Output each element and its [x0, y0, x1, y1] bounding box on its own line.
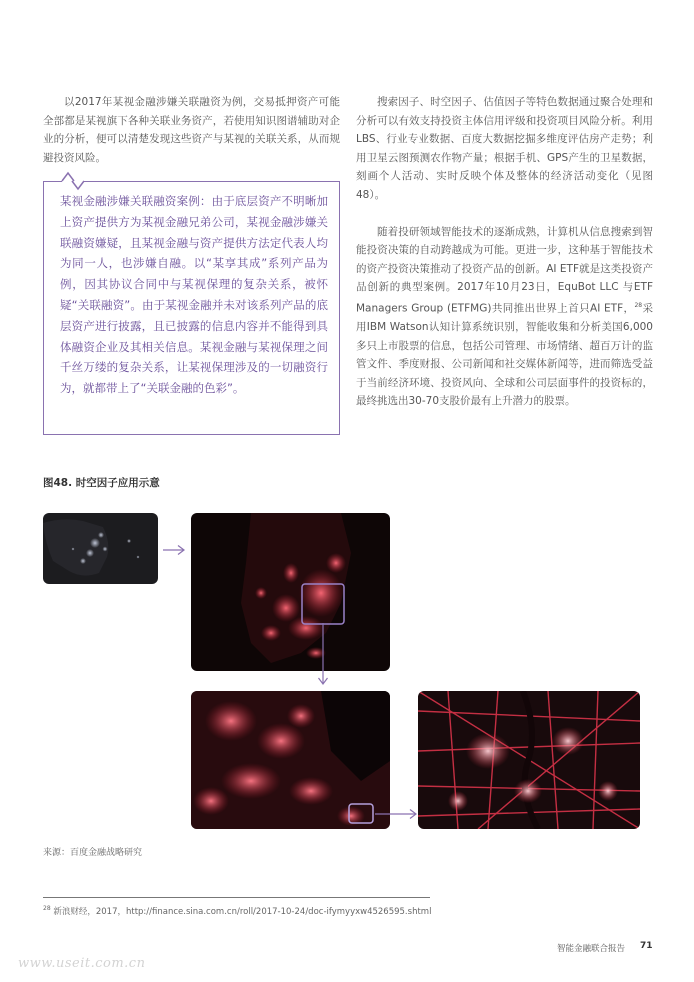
right-column [356, 93, 653, 411]
arrow-right-icon [375, 808, 419, 820]
left-column [43, 93, 340, 167]
footnote-number: 28 [43, 905, 51, 913]
figure-source: 来源：百度金融战略研究 [43, 848, 143, 858]
footnote-ref[interactable]: 28 [634, 301, 643, 309]
footer-report-title: 智能金融联合报告 [557, 944, 626, 954]
footnote-text[interactable]: 新浪财经，2017，http://finance.sina.com.cn/roll/2017-10-24/doc-ifymyyxw4526595.shtml [53, 907, 432, 917]
asia-night-satellite-image [43, 513, 158, 584]
ai-etf-text-a: 随着投研领域智能技术的逐渐成熟，计算机从信息搜索到智能投资决策的自动跨越成为可能。更进一步，这种基于智能技术的资产投资决策推动了投资产品的创新。AI ETF就是这类投资产品创新的典型案例。2017年10月23日，EquBot LLC 与ETF Managers Group (ETFMG)共同推出世界上首只AI ETF， [356, 225, 653, 315]
city-night-lights-image [418, 691, 640, 829]
case-study-box [43, 181, 340, 435]
arrow-down-icon [317, 623, 329, 687]
case-study-text: 某视金融涉嫌关联融资案例：由于底层资产不明晰加上资产提供方为某视金融兄弟公司，某视金融涉嫌关联融资嫌疑，且某视金融与资产提供方法定代表人均为同一人，也涉嫌自融。以“某享其成”系列产品为例，因其协议合同中与某视保理的复杂关系，被怀疑“关联融资”。由于某视金融并未对该系列产品的底层资产进行披露，且已披露的信息内容并不能得到具体融资企业及其相关信息。某视金融与某视保理之间千丝万缕的复杂关系，让某视保理涉及的一切融资行为，就都带上了“关联金融的色彩”。 [60, 194, 328, 396]
china-night-lights-image [191, 513, 390, 671]
footnote [43, 905, 431, 917]
arrow-right-icon [163, 544, 187, 556]
footnote-divider [43, 897, 430, 898]
intro-paragraph: 以2017年某视金融涉嫌关联融资为例，交易抵押资产可能全部都是某视旗下各种关联业务资产，若使用知识图谱辅助对企业的分析，便可以清楚发现这些资产与某视的关联关系，从而规避投资风险。 [43, 96, 340, 164]
regional-night-lights-image [191, 691, 390, 829]
page-number: 71 [640, 941, 653, 951]
callout-notch-icon [60, 171, 86, 191]
ai-etf-text-b: 采用IBM Watson认知计算系统识别，智能收集和分析美国6,000多只上市股票的信息，包括公司管理、市场情绪、超百万计的监管文件、季度财报、公司新闻和社交媒体新闻等，进而筛选受益于当前经济环境、投资风向、全球和公司层面事件的投资标的，最终挑选出30-70支股价最有上升潜力的股票。 [356, 302, 654, 408]
factor-paragraph: 搜索因子、时空因子、估值因子等特色数据通过聚合处理和分析可以有效支持投资主体信用评级和投资项目风险分析。利用LBS、行业专业数据、百度大数据挖掘多维度评估房产走势；利用卫星云图预测农作物产量；根据手机、GPS产生的卫星数据，刻画个人活动、实时反映个体及整体的经济活动变化（见图48）。 [356, 96, 653, 201]
ai-etf-paragraph [356, 223, 653, 411]
figure-title: 图48. 时空因子应用示意 [43, 477, 160, 489]
watermark: www.useit.com.cn [18, 956, 146, 971]
